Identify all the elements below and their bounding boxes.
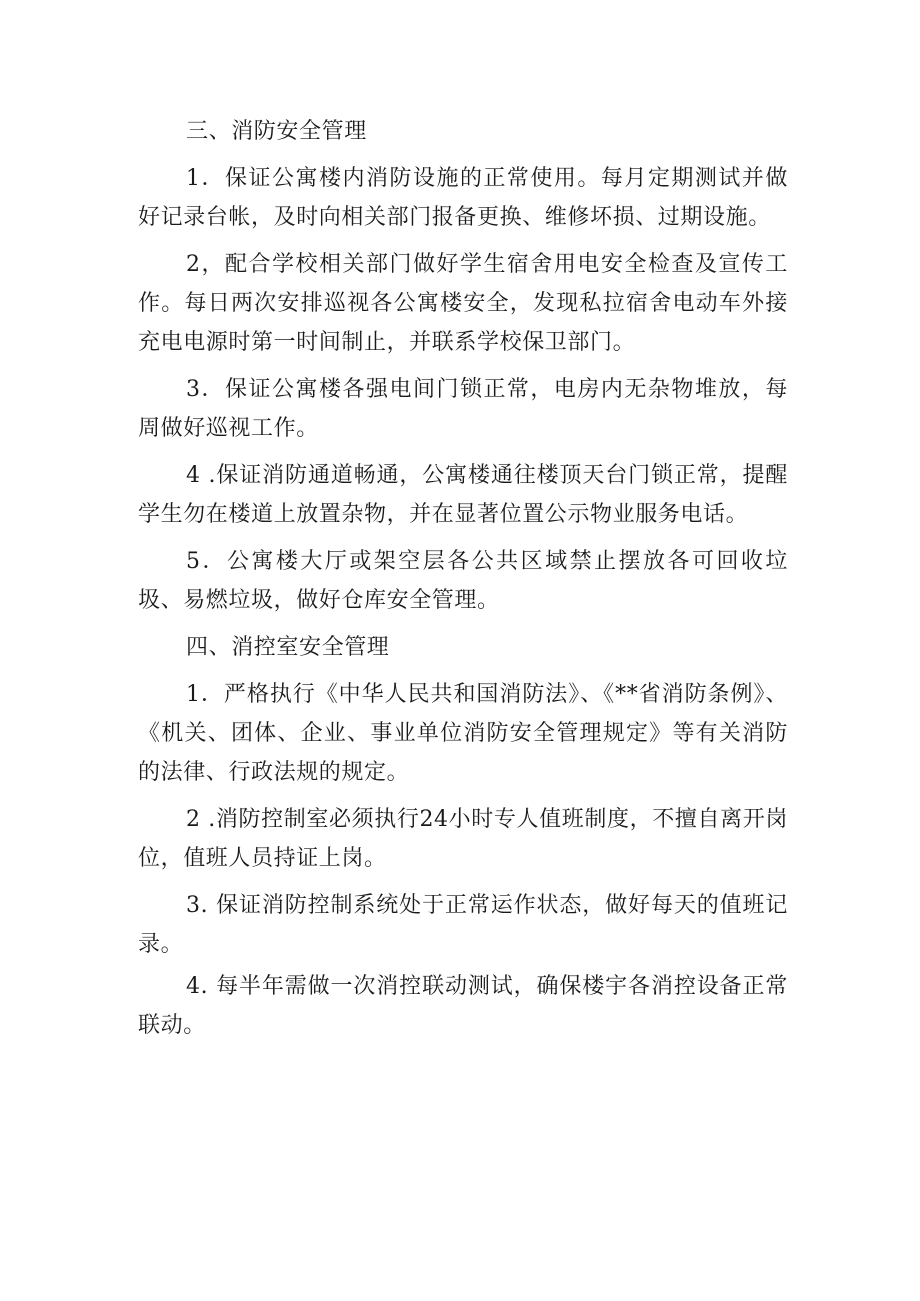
paragraph-control-item-1: 1．严格执行《中华人民共和国消防法》、《**省消防条例》、《机关、团体、企业、事业单位消防安全管理规定》等有关消防的法律、行政法规的规定。 [138, 682, 788, 785]
section-heading-control-room: 四、消控室安全管理 [186, 635, 390, 660]
section-heading-fire-safety: 三、消防安全管理 [186, 119, 367, 144]
paragraph-control-item-3: 3. 保证消防控制系统处于正常运作状态，做好每天的值班记录。 [138, 893, 788, 957]
paragraph-fire-item-4: 4 .保证消防通道畅通，公寓楼通往楼顶天台门锁正常，提醒学生勿在楼道上放置杂物，并在显著位置公示物业服务电话。 [138, 463, 788, 527]
paragraph-control-item-2: 2 .消防控制室必须执行24小时专人值班制度，不擅自离开岗位，值班人员持证上岗。 [138, 807, 788, 871]
paragraph-fire-item-1: 1．保证公寓楼内消防设施的正常使用。每月定期测试并做好记录台帐，及时向相关部门报备更换、维修坏损、过期设施。 [138, 166, 788, 230]
paragraph-fire-item-2: 2，配合学校相关部门做好学生宿舍用电安全检查及宣传工作。每日两次安排巡视各公寓楼安全，发现私拉宿舍电动车外接充电电源时第一时间制止，并联系学校保卫部门。 [138, 252, 788, 355]
paragraph-fire-item-5: 5．公寓楼大厅或架空层各公共区域禁止摆放各可回收垃圾、易燃垃圾，做好仓库安全管理。 [138, 549, 788, 613]
paragraph-control-item-4: 4. 每半年需做一次消控联动测试，确保楼宇各消控设备正常联动。 [138, 974, 788, 1038]
paragraph-fire-item-3: 3．保证公寓楼各强电间门锁正常，电房内无杂物堆放，每周做好巡视工作。 [138, 377, 788, 441]
document-body [138, 112, 788, 1045]
